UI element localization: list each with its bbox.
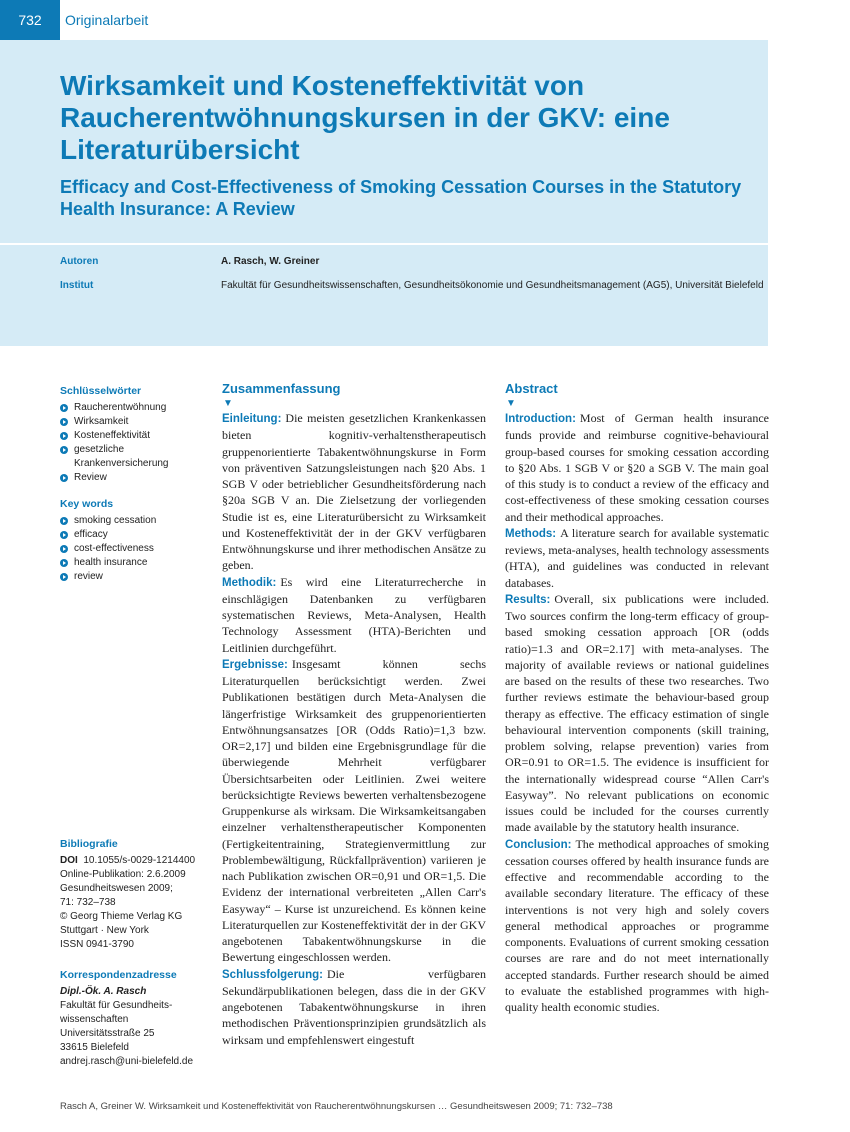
keyword-item: efficacy bbox=[60, 528, 210, 542]
paragraph-label: Methodik: bbox=[222, 576, 277, 589]
paragraph-label: Conclusion: bbox=[505, 838, 572, 851]
doi-line bbox=[60, 854, 210, 868]
keyword-item: Kosteneffektivität bbox=[60, 429, 210, 443]
abstract-paragraph: Schlussfolgerung: Die verfügbaren Sekundärpublikationen belegen, dass die in der GKV angebotenen Tabakentwöhnungskurse in ihren methodischen Präventionsprinzipien grundsätzlich als wirksam und empfehlenswert eingestuft bbox=[222, 966, 486, 1047]
keywords-en-title: Key words bbox=[60, 498, 114, 510]
institute-label: Institut bbox=[60, 280, 94, 291]
bullet-arrow-icon bbox=[60, 559, 68, 567]
bullet-arrow-icon bbox=[60, 517, 68, 525]
abstract-column bbox=[505, 381, 769, 1015]
authors-label: Autoren bbox=[60, 256, 99, 267]
header-band bbox=[0, 0, 768, 346]
abstract-paragraph: Conclusion: The methodical approaches of smoking cessation courses offered by health insurance funds are effective and recommendable according to the available secondary literature. The efficacy of these interventions is not very high and solely covers general methodical approaches or programme components. Evaluations of current smoking cessation courses are rare and do not meet internationally accepted standards. Further research should be aimed to evaluate the established programmes with high-quality health economic studies. bbox=[505, 836, 770, 1014]
abstract-paragraph: Einleitung: Die meisten gesetzlichen Krankenkassen bieten kognitiv-verhaltenstherapeutisch gruppenorientierte Tabakentwöhnungskurse in Form von präventiven Satzungsleistungen nach §20 Abs. 1 SGB V oder betrieblicher Gesundheitsförderung nach §20a SGB V an. Die Zielsetzung der vorliegenden Studie ist es, eine Literaturübersicht zu Wirksamkeit und Kosteneffektivität der in der GKV verfügbaren Entwöhnungskurse und ihrer methodischen Ansätze zu geben. bbox=[222, 411, 486, 573]
keywords-en-list bbox=[60, 514, 210, 584]
correspondence-name: Dipl.-Ök. A. Rasch bbox=[60, 986, 147, 997]
paragraph-label: Ergebnisse: bbox=[222, 658, 288, 671]
section-arrow-icon: ▼ bbox=[506, 398, 516, 409]
abstract-paragraph: Methods: A literature search for available systematic reviews, meta-analyses, health technology assessments (HTA), and guidelines was conducted in relevant databases. bbox=[505, 525, 769, 590]
address-line: Fakultät für Gesundheits- bbox=[60, 1000, 173, 1011]
bullet-arrow-icon bbox=[60, 531, 68, 539]
bib-line: © Georg Thieme Verlag KG bbox=[60, 911, 183, 922]
bullet-arrow-icon bbox=[60, 545, 68, 553]
doi-label: DOI bbox=[60, 855, 78, 866]
zusammenfassung-column bbox=[222, 381, 486, 1048]
bib-line: 71: 732–738 bbox=[60, 897, 116, 908]
paragraph-label: Introduction: bbox=[505, 413, 576, 425]
section-arrow-icon: ▼ bbox=[223, 398, 233, 409]
bib-line: Online-Publikation: 2.6.2009 bbox=[60, 869, 186, 880]
paragraph-label: Schlussfolgerung: bbox=[222, 968, 323, 981]
title-english: Efficacy and Cost-Effectiveness of Smoking Cessation Courses in the Statutory Health Insurance: A Review bbox=[60, 177, 742, 219]
abstract-title: Abstract bbox=[505, 381, 558, 396]
bib-line: Stuttgart · New York bbox=[60, 925, 149, 936]
bibliography-title: Bibliografie bbox=[60, 838, 118, 850]
keyword-item: cost-effectiveness bbox=[60, 542, 210, 556]
paragraph-label: Einleitung: bbox=[222, 413, 282, 425]
keyword-item: Review bbox=[60, 471, 210, 485]
bib-line: Gesundheitswesen 2009; bbox=[60, 883, 173, 894]
abstract-paragraph: Introduction: Most of German health insurance funds provide and reimburse cognitive-behavioural group-based courses for smoking cessation according to §20 Abs. 1 SGB V or §20 a SGB V. The main goal of this study is to conduct a review of the efficacy and cost-effectiveness of these smoking cessation courses and their methodical approaches. bbox=[505, 411, 769, 524]
title-german: Wirksamkeit und Kosteneffektivität von Raucherentwöhnungskursen in der GKV: eine Literaturübersicht bbox=[60, 70, 670, 165]
page-number: 732 bbox=[0, 0, 60, 40]
address-line: wissenschaften bbox=[60, 1014, 129, 1025]
zusammenfassung-title: Zusammenfassung bbox=[222, 381, 341, 396]
abstract-paragraph: Results: Overall, six publications were included. Two sources confirm the long-term efficacy of group-based smoking cessation approach [OR (odds ratio)=1.3 and OR=2.17] with meta-analyses. The majority of available reviews or national guidelines are based on the results of these two researches. Two further reviews estimate the behaviour-based group therapy as effective. The efficacy estimation of single behavioural intervention components (skill training, problem solving, relapse prevention) varies from OR=0.91 to OR=1.5. The evidence is insufficient for the internationally widespread course “Allen Carr's Easyway”. No relevant publications on economic issues could be included for the courses currently made available by the statutory health insurance. bbox=[505, 591, 769, 835]
bullet-arrow-icon bbox=[60, 404, 68, 412]
email-link[interactable]: andrej.rasch@uni-bielefeld.de bbox=[60, 1056, 194, 1067]
abstract-paragraph: Ergebnisse: Insgesamt können sechs Literaturquellen berücksichtigt werden. Zwei Publikationen bestätigen durch Meta-Analysen die längerfristige Wirksamkeit des gruppenorientierten Entwöhnungsansatzes [OR (Odds Ratio)=1,3 bzw. OR=2,17] und bilden eine Ergebnisgrundlage für die überwiegende Mehrheit verfügbarer Übersichtsarbeiten oder Leitlinien. Zwei weitere berücksichtigte Reviews bewerten verhaltensbezogene Gruppenkurse als wirksam. Die Wirksamkeitsangaben einzelner verhaltenstherapeutischer Komponenten (Fertigkeitentraining, Strategienvermittlung zur Problembewältigung, Rückfallprävention) variieren je nach Publikation zwischen OR=0,91 und OR=1,5. Die Evidenz der international verbreiteten „Allen Carr's Easyway“ – Kurse ist unzureichend. Es können keine Literaturquellen zur Kosteneffektivität der in der GKV angebotenen Tabakentwöhnungskurse in die Bewertung eingeschlossen werden. bbox=[222, 656, 486, 965]
bib-line: ISSN 0941-3790 bbox=[60, 939, 134, 950]
abstract-paragraph: Methodik: Es wird eine Literaturrecherche in einschlägigen Datenbanken zu verfügbaren systematischen Reviews, Meta-Analysen, Health Technology Assessment (HTA)-Berichten und Leitlinien durchgeführt. bbox=[222, 574, 486, 655]
keywords-sidebar bbox=[60, 384, 210, 584]
bullet-arrow-icon bbox=[60, 432, 68, 440]
bullet-arrow-icon bbox=[60, 418, 68, 426]
bullet-arrow-icon bbox=[60, 474, 68, 482]
header-divider bbox=[0, 243, 768, 245]
keyword-item: Raucherentwöhnung bbox=[60, 401, 210, 415]
correspondence-title: Korrespondenzadresse bbox=[60, 969, 177, 981]
keywords-de-title: Schlüsselwörter bbox=[60, 385, 142, 397]
bibliography bbox=[60, 837, 210, 952]
keywords-de-list bbox=[60, 401, 210, 485]
paragraph-label: Results: bbox=[505, 593, 551, 606]
footer-citation: Rasch A, Greiner W. Wirksamkeit und Kosteneffektivität von Raucherentwöhnungskursen … Gesundheitswesen 2009; 71: 732–738 bbox=[60, 1101, 613, 1112]
address-line: Universitätsstraße 25 bbox=[60, 1028, 155, 1039]
bullet-arrow-icon bbox=[60, 573, 68, 581]
doi-link[interactable]: 10.1055/s-0029-1214400 bbox=[83, 855, 196, 866]
section-label: Originalarbeit bbox=[60, 0, 768, 40]
authors: A. Rasch, W. Greiner bbox=[221, 256, 320, 267]
paragraph-label: Methods: bbox=[505, 527, 557, 540]
bullet-arrow-icon bbox=[60, 446, 68, 454]
keyword-item: gesetzliche Krankenversicherung bbox=[60, 443, 210, 471]
keyword-item: Wirksamkeit bbox=[60, 415, 210, 429]
address-line: 33615 Bielefeld bbox=[60, 1042, 129, 1053]
keyword-item: health insurance bbox=[60, 556, 210, 570]
keyword-item: smoking cessation bbox=[60, 514, 210, 528]
correspondence bbox=[60, 968, 210, 1069]
keyword-item: review bbox=[60, 570, 210, 584]
institute: Fakultät für Gesundheitswissenschaften, Gesundheitsökonomie und Gesundheitsmanagement (AG5), Universität Bielefeld bbox=[221, 280, 764, 291]
